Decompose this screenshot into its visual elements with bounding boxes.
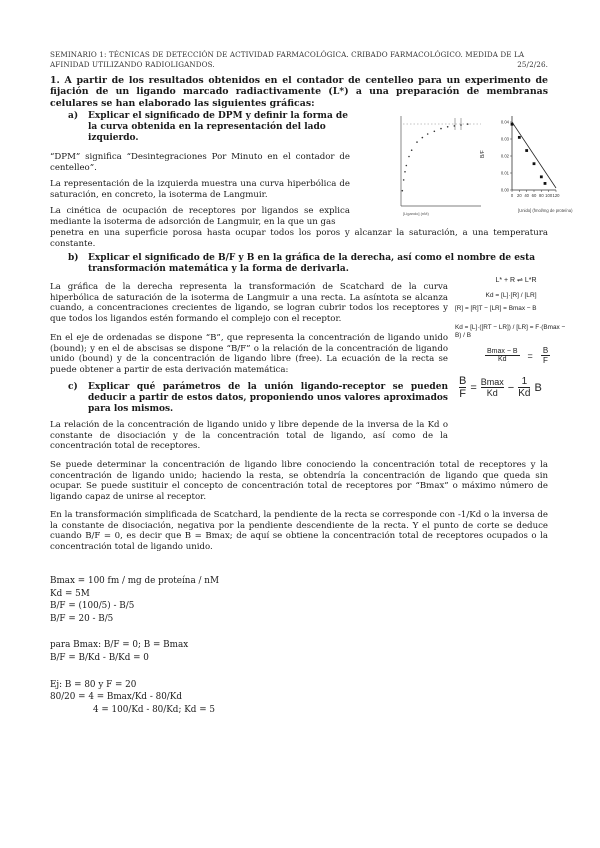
eq5-rhs-denominator: F bbox=[543, 356, 548, 365]
scatchard-ytick-label: 0.02 bbox=[500, 153, 509, 159]
calc-line-6: B/F = B/Kd - B/Kd = 0 bbox=[50, 652, 149, 663]
saturation-point bbox=[402, 190, 404, 192]
scatchard-xtick-label: 80 bbox=[538, 193, 544, 198]
scatchard-point bbox=[518, 136, 521, 139]
saturation-point bbox=[403, 179, 405, 181]
header-title: SEMINARIO 1: TÉCNICAS DE DETECCIÓN DE ACTIVIDAD FARMACOLÓGICA. CRIBADO FARMACOLÓGICO. MEDIDA DE LA AFINIDAD UTILIZANDO RADIOLIGANDOS. bbox=[50, 50, 525, 69]
saturation-point bbox=[427, 133, 429, 135]
scatchard-point bbox=[533, 162, 536, 165]
answer-a-p2: La representación de la izquierda muestra una curva hiperbólica de saturación, en concreto, la isoterma de Langmuir. bbox=[50, 179, 350, 200]
calc-line-7: Ej: B = 80 y F = 20 bbox=[50, 679, 137, 690]
saturation-point bbox=[408, 156, 410, 158]
derivation-eq3: [R] = [R]T − [LR] = Bmax − B bbox=[455, 305, 537, 312]
scatchard-ylabel: B/F bbox=[480, 150, 486, 158]
question-a-text: Explicar el significado de DPM y definir la forma de la curva obtenida en la representación del lado izquierdo. bbox=[88, 111, 348, 143]
scatchard-point bbox=[511, 123, 514, 126]
saturation-point bbox=[460, 124, 462, 126]
derivation-eq1: L* + R ⇌ L*R bbox=[495, 277, 537, 284]
answer-a-p1: “DPM” significa “Desintegraciones Por Minuto en el contador de centelleo”. bbox=[50, 152, 350, 173]
saturation-point bbox=[416, 141, 418, 143]
saturation-point bbox=[440, 128, 442, 130]
saturation-xlabel: [Ligando] (nM) bbox=[403, 211, 429, 216]
scatchard-ytick-label: 0.04 bbox=[500, 119, 509, 125]
calc-line-4: B/F = 20 - B/5 bbox=[50, 613, 114, 624]
calculations bbox=[50, 575, 450, 716]
page-header bbox=[50, 50, 548, 70]
saturation-point bbox=[447, 126, 449, 128]
saturation-point bbox=[467, 123, 469, 125]
scatchard-point bbox=[540, 175, 543, 178]
scatchard-point bbox=[544, 182, 547, 185]
eq5-denominator: Kd bbox=[497, 356, 507, 363]
question-b-text: Explicar el significado de B/F y B en la gráfica de la derecha, así como el nombre de esta transformación matemática y la forma de derivarla. bbox=[88, 253, 536, 274]
eq5-rhs-numerator: B bbox=[542, 346, 549, 355]
question-c-text: Explicar qué parámetros de la unión ligando-receptor se pueden deducir a partir de estos datos, proponiendo unos valores aproximados para los mismos. bbox=[88, 382, 448, 414]
scatchard-point bbox=[525, 149, 528, 152]
saturation-point bbox=[422, 137, 424, 139]
answer-c-p3: En la transformación simplificada de Scatchard, la pendiente de la recta se corresponde con -1/Kd o la inversa de la constante de disociación, negativa por la pendiente descendiente de la recta. Y el punto de corte se deduce cuando B/F = 0, es decir que B = Bmax; de aquí se obtiene la concentración total de receptores ocupados o la concentración total de ligando unido. bbox=[50, 510, 548, 552]
answer-b-p1: La gráfica de la derecha representa la transformación de Scatchard de la curva hiperbólica de saturación de la isoterma de Langmuir a una recta. La asíntota se alcanza cuando, a concentraciones crecientes de ligando, se logran cubrir todos los receptores y que todos los ligandos estén formando el complejo con el receptor. bbox=[50, 282, 448, 324]
eq6-tail: B bbox=[534, 381, 542, 394]
derivation-eq4: Kd = [L]·([RT − LR]) / [LR] = F·(Bmax − B) / B bbox=[455, 324, 566, 339]
eq6-mid-numerator: Bmax bbox=[480, 377, 504, 387]
answer-c-p1: La relación de la concentración de ligando unido y libre depende de la inversa de la Kd o constante de disociación y de la concentración total de ligando, así como de la concentración total de receptores. bbox=[50, 420, 448, 452]
calc-line-3: B/F = (100/5) - B/5 bbox=[50, 601, 135, 612]
eq6-mid-denominator: Kd bbox=[486, 388, 498, 398]
calc-line-8: 80/20 = 4 = Bmax/Kd - 80/Kd bbox=[50, 692, 182, 703]
derivation-eq2: Kd = [L]·[R] / [LR] bbox=[485, 292, 537, 299]
question-b-label: b) bbox=[68, 253, 79, 263]
saturation-chart bbox=[393, 112, 485, 220]
scatchard-ytick-label: 0.01 bbox=[500, 170, 509, 176]
eq6-k-numerator: 1 bbox=[518, 376, 530, 388]
scatchard-xtick-label: 120 bbox=[552, 193, 560, 198]
scatchard-ytick-label: 0.00 bbox=[500, 187, 509, 193]
scatchard-xlabel: [Unido] (fmol/mg de proteína) bbox=[518, 208, 573, 213]
calc-line-1: Bmax = 100 fm / mg de proteína / nM bbox=[50, 576, 219, 586]
question-c-label: c) bbox=[68, 382, 78, 392]
saturation-point bbox=[404, 171, 406, 173]
saturation-point bbox=[454, 125, 456, 127]
answer-b-p2: En el eje de ordenadas se dispone “B”, que representa la concentración de ligando unido (bound); y en el de abscisas se dispone “B/F” o la relación de la concentración de ligando unido (bound) y de la concentración de ligando libre (free). La ecuación de la recta se puede obtener a partir de esta derivación matemática: bbox=[50, 333, 448, 375]
header-date: 25/2/26. bbox=[517, 60, 548, 69]
eq5-numerator: Bmax − B bbox=[487, 348, 518, 355]
eq6-lhs-numerator: B bbox=[459, 375, 467, 387]
scatchard-xtick-label: 0 bbox=[510, 193, 514, 198]
scatchard-ytick-label: 0.03 bbox=[500, 136, 509, 142]
answer-a-p3b: penetra en una superficie porosa hasta ocupar todos los poros y alcanzar la saturación, a una temperatura constante. bbox=[50, 228, 548, 249]
question-1: 1. A partir de los resultados obtenidos en el contador de centelleo para un experimento de fijación de un ligando marcado radiactivamente (L*) a una preparación de membranas celulares se han elaborado las siguientes gráficas: bbox=[50, 75, 548, 109]
derivation-eq5: Bmax − B Kd = $\frac{B}{F}$ bbox=[487, 346, 549, 365]
scatchard-xtick-label: 20 bbox=[516, 193, 522, 198]
calc-line-2: Kd = 5M bbox=[50, 588, 90, 599]
answer-a-p3a: La cinética de ocupación de receptores por ligandos se explica mediante la isoterma de adsorción de Langmuir, en la que un gas bbox=[50, 206, 350, 227]
answer-c-p2: Se puede determinar la concentración de ligando libre conociendo la concentración total de receptores y la concentración de ligando unido; haciendo la resta, se obtendría la concentración de ligando que queda sin ocupar. Se puede sustituir el concepto de concentración total de receptores por “Bmax” o máximo número de ligando capaz de unirse al receptor. bbox=[50, 460, 548, 502]
calc-line-9: 4 = 100/Kd - 80/Kd; Kd = 5 bbox=[93, 704, 215, 715]
eq6-lhs-denominator: F bbox=[459, 388, 467, 400]
calc-line-5: para Bmax: B/F = 0; B = Bmax bbox=[50, 640, 189, 651]
scatchard-xtick-label: 100 bbox=[545, 193, 553, 198]
scatchard-xtick-label: 40 bbox=[524, 193, 530, 198]
scatchard-xtick-label: 60 bbox=[531, 193, 537, 198]
scatchard-regression-line bbox=[512, 122, 556, 188]
scatchard-derivation bbox=[455, 276, 567, 400]
saturation-point bbox=[411, 149, 413, 151]
question-a-label: a) bbox=[68, 111, 79, 121]
scatchard-chart bbox=[478, 110, 573, 222]
derivation-eq6: $\frac{B}{F}$ = Bmax Kd − $\frac{1}{Kd}$ B bbox=[459, 375, 542, 400]
saturation-point bbox=[434, 131, 436, 133]
eq6-k-denominator: Kd bbox=[518, 388, 531, 399]
saturation-point bbox=[406, 165, 408, 167]
